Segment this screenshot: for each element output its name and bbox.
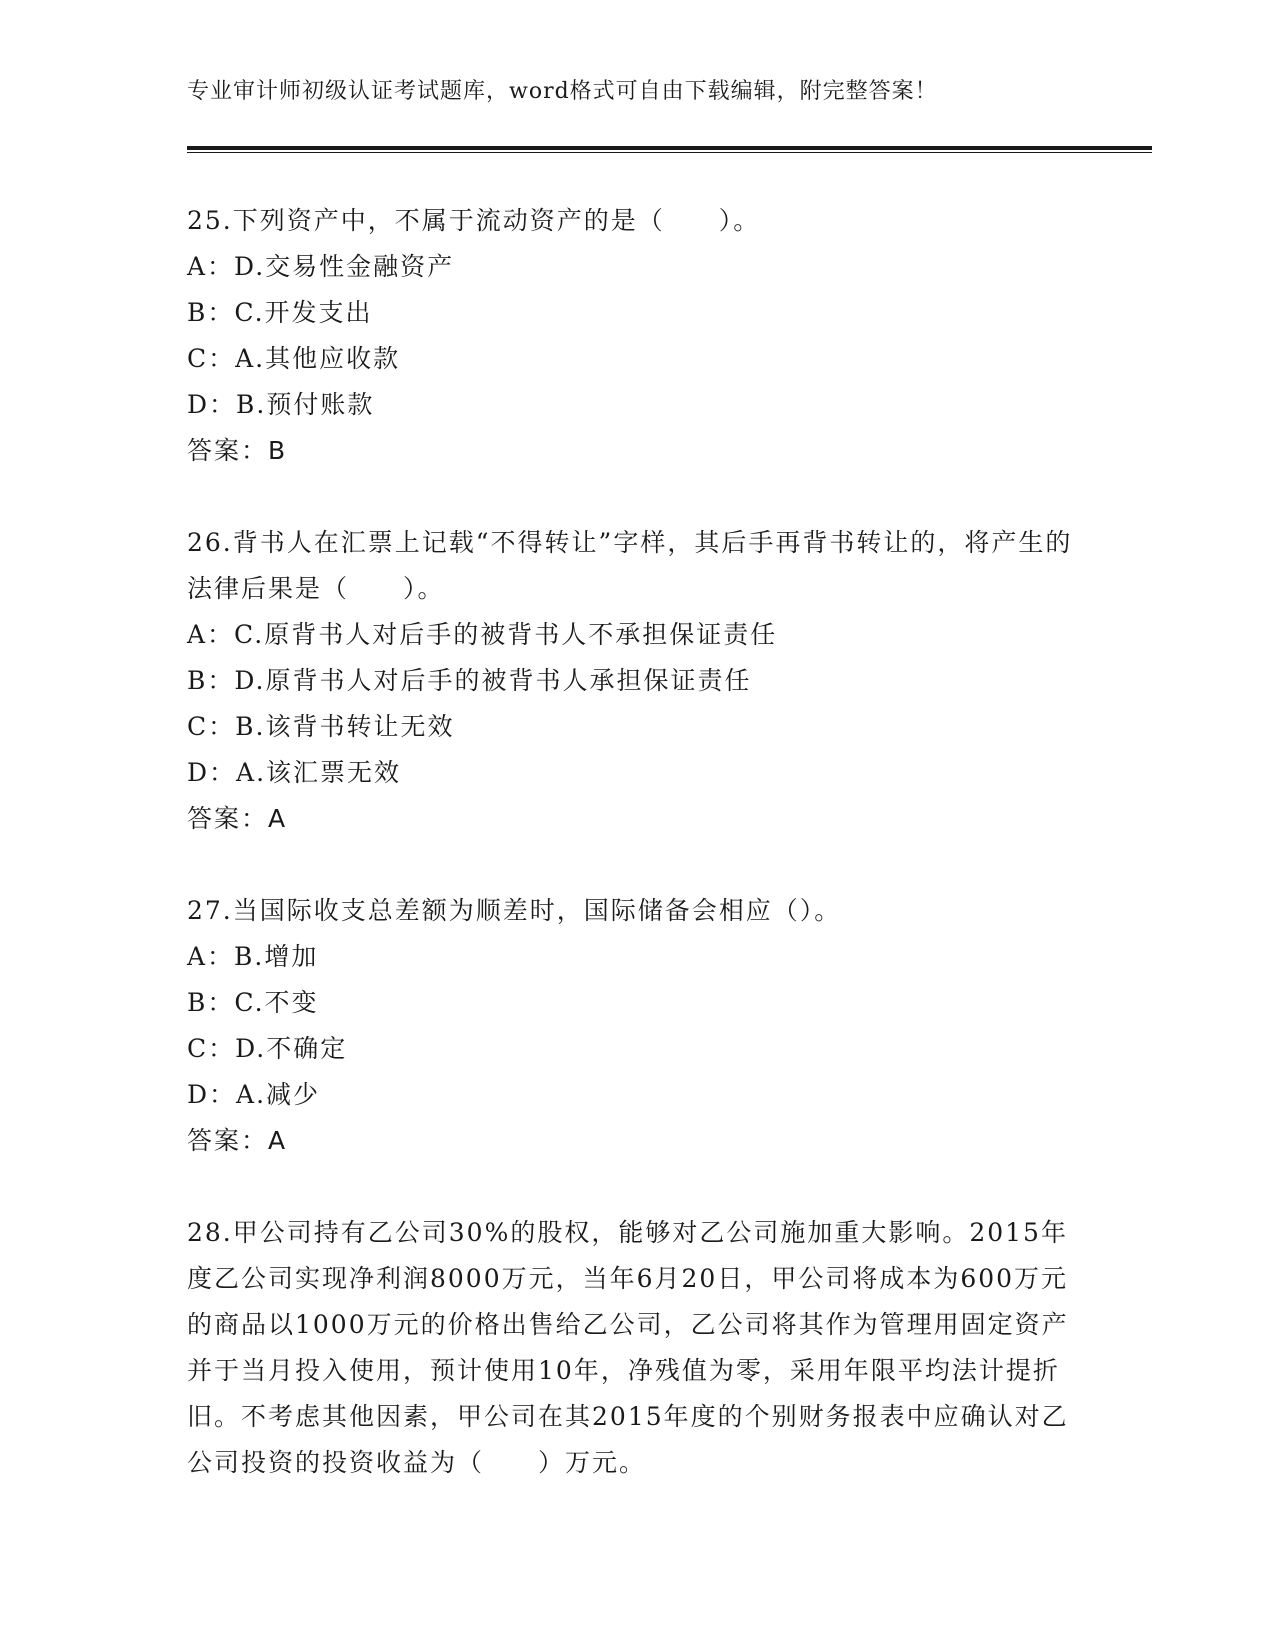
question-25 — [187, 198, 1087, 474]
question-28 — [187, 1210, 1087, 1486]
page-header: 专业审计师初级认证考试题库，word格式可自由下载编辑，附完整答案！ — [187, 79, 938, 104]
header-rule-thin — [187, 152, 1152, 153]
option-c: C：A.其他应收款 — [187, 344, 401, 373]
question-list — [187, 198, 1087, 1486]
answer-line: 答案：B — [187, 436, 288, 465]
option-c: C：B.该背书转让无效 — [187, 712, 455, 741]
answer-line: 答案：A — [187, 804, 288, 833]
option-b: B：D.原背书人对后手的被背书人承担保证责任 — [187, 666, 752, 695]
option-b: B：C.不变 — [187, 988, 319, 1017]
question-27 — [187, 888, 1087, 1164]
spacer — [187, 474, 1087, 520]
option-d: D：A.减少 — [187, 1080, 321, 1109]
option-b: B：C.开发支出 — [187, 298, 373, 327]
option-a: A：C.原背书人对后手的被背书人不承担保证责任 — [187, 620, 778, 649]
option-c: C：D.不确定 — [187, 1034, 348, 1063]
question-stem: 25.下列资产中，不属于流动资产的是（ ）。 — [187, 206, 761, 235]
question-stem: 27.当国际收支总差额为顺差时，国际储备会相应（）。 — [187, 896, 842, 925]
question-26 — [187, 520, 1087, 842]
option-d: D：B.预付账款 — [187, 390, 375, 419]
question-stem: 28.甲公司持有乙公司30%的股权，能够对乙公司施加重大影响。2015年度乙公司实现净利润8000万元，当年6月20日，甲公司将成本为600万元的商品以1000万元的价格出售给乙公司，乙公司将其作为管理用固定资产并于当月投入使用，预计使用10年，净残值为零，采用年限平均法计提折旧。不考虑其他因素，甲公司在其2015年度的个别财务报表中应确认对乙公司投资的投资收益为（ ）万元。 — [187, 1218, 1069, 1477]
spacer — [187, 1164, 1087, 1210]
header-rule-thick — [187, 146, 1152, 150]
question-stem: 26.背书人在汇票上记载“不得转让”字样，其后手再背书转让的，将产生的法律后果是（ ）。 — [187, 528, 1073, 603]
option-d: D：A.该汇票无效 — [187, 758, 402, 787]
spacer — [187, 842, 1087, 888]
answer-line: 答案：A — [187, 1126, 288, 1155]
option-a: A：D.交易性金融资产 — [187, 252, 455, 281]
option-a: A：B.增加 — [187, 942, 319, 971]
